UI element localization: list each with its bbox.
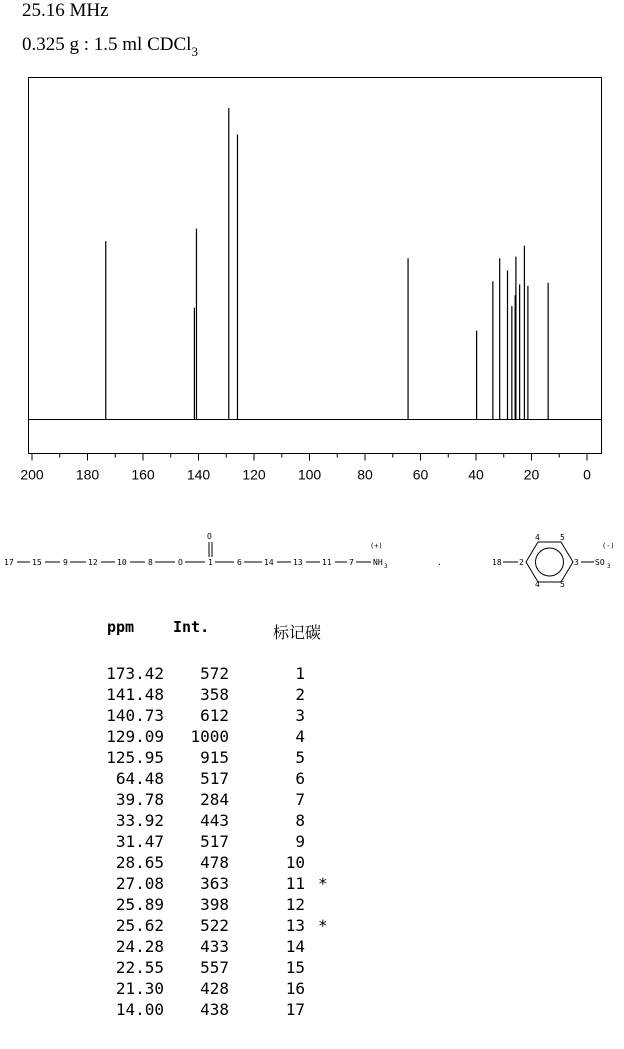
- carbon-label-cell: 14: [285, 937, 305, 956]
- header-intensity: Int.: [173, 618, 210, 636]
- atom-label: 3: [574, 558, 579, 567]
- ppm-cell: 21.30: [115, 979, 164, 998]
- table-row: [0, 937, 400, 958]
- spectrometer-frequency: 25.16 MHz: [22, 0, 109, 21]
- header-carbon-label: 标记碳: [273, 623, 322, 642]
- atom-label: 4: [535, 580, 540, 589]
- table-row: [0, 895, 400, 916]
- table-row: [0, 916, 400, 937]
- molecular-structure: [0, 528, 624, 589]
- intensity-cell: 557: [200, 958, 229, 977]
- x-tick-label: 200: [20, 466, 44, 483]
- chain-structure: [4, 532, 388, 570]
- x-tick-label: 140: [186, 466, 211, 483]
- intensity-cell: 572: [200, 664, 229, 683]
- x-tick-label: 20: [523, 466, 540, 483]
- carbon-label-cell: 12: [285, 895, 305, 914]
- table-row: [0, 790, 400, 811]
- atom-label: 5: [560, 533, 565, 542]
- atom-label: 10: [117, 558, 127, 567]
- table-row: [0, 874, 400, 895]
- x-axis-ticks: [20, 454, 591, 483]
- sample-subscript: 3: [191, 44, 198, 59]
- carbon-label-cell: 1: [295, 664, 305, 683]
- carbon-label-cell: 15: [285, 958, 305, 977]
- negative-charge: (-): [602, 542, 615, 550]
- carbon-label-cell: 13: [285, 916, 305, 935]
- table-row: [0, 685, 400, 706]
- atom-label: 5: [560, 580, 565, 589]
- carbon-label-cell: 16: [285, 979, 305, 998]
- intensity-cell: 433: [200, 937, 229, 956]
- table-row: [0, 832, 400, 853]
- x-tick-label: 60: [412, 466, 429, 483]
- atom-label: 15: [32, 558, 42, 567]
- carbon-label-cell: 2: [295, 685, 305, 704]
- table-row: [0, 958, 400, 979]
- table-row: [0, 811, 400, 832]
- intensity-cell: 443: [200, 811, 229, 830]
- intensity-cell: 1000: [190, 727, 229, 746]
- x-tick-label: 0: [583, 466, 591, 483]
- carbon-label-cell: 6: [295, 769, 305, 788]
- ppm-cell: 22.55: [115, 958, 164, 977]
- intensity-cell: 398: [200, 895, 229, 914]
- ppm-cell: 39.78: [115, 790, 164, 809]
- atom-label: 6: [237, 558, 242, 567]
- x-tick-label: 180: [75, 466, 100, 483]
- carbon-label-cell: 10: [285, 853, 305, 872]
- table-row: [0, 748, 400, 769]
- intensity-cell: 284: [200, 790, 229, 809]
- carbon-label-cell: 5: [295, 748, 305, 767]
- salt-separator: .: [437, 558, 442, 567]
- table-row: [0, 853, 400, 874]
- atom-label: 4: [535, 533, 540, 542]
- intensity-cell: 517: [200, 832, 229, 851]
- intensity-cell: 438: [200, 1000, 229, 1019]
- ppm-cell: 25.89: [115, 895, 164, 914]
- atom-label: 12: [88, 558, 98, 567]
- carbon-label-cell: 9: [295, 832, 305, 851]
- ppm-cell: 27.08: [115, 874, 164, 893]
- carbon-label-cell: 7: [295, 790, 305, 809]
- table-row: [0, 769, 400, 790]
- equivalence-mark: *: [318, 916, 328, 935]
- intensity-cell: 915: [200, 748, 229, 767]
- sample-text: 0.325 g : 1.5 ml CDCl: [22, 34, 192, 55]
- carbon-label-cell: 8: [295, 811, 305, 830]
- carbon-label-cell: 11: [285, 874, 305, 893]
- x-tick-label: 100: [297, 466, 322, 483]
- atom-label: 8: [148, 558, 153, 567]
- intensity-cell: 478: [200, 853, 229, 872]
- intensity-cell: 358: [200, 685, 229, 704]
- table-row: [0, 706, 400, 727]
- atom-label: 17: [4, 558, 14, 567]
- ppm-cell: 33.92: [115, 811, 164, 830]
- ring-structure: [492, 533, 615, 589]
- header-ppm: ppm: [107, 618, 135, 636]
- atom-label: 14: [264, 558, 274, 567]
- carbon-label-cell: 4: [295, 727, 305, 746]
- equivalence-mark: *: [318, 874, 328, 893]
- peak-series: [106, 108, 548, 419]
- ppm-cell: 25.62: [115, 916, 164, 935]
- carbonyl-oxygen: O: [207, 532, 212, 541]
- ppm-cell: 24.28: [115, 937, 164, 956]
- intensity-cell: 612: [200, 706, 229, 725]
- ppm-cell: 173.42: [106, 664, 164, 683]
- table-row: [0, 979, 400, 1000]
- atom-label: 2: [519, 558, 524, 567]
- table-row: [0, 664, 400, 685]
- atom-label: 1: [208, 558, 213, 567]
- carbon-label-cell: 17: [285, 1000, 305, 1019]
- table-row: [0, 727, 400, 748]
- atom-label: 11: [322, 558, 332, 567]
- sulfonate-label: SO: [595, 558, 605, 567]
- x-tick-label: 160: [131, 466, 155, 483]
- ppm-cell: 141.48: [106, 685, 164, 704]
- table-row: [0, 1000, 400, 1021]
- intensity-cell: 363: [200, 874, 229, 893]
- intensity-cell: 522: [200, 916, 229, 935]
- x-tick-label: 80: [357, 466, 373, 483]
- ppm-cell: 129.09: [106, 727, 164, 746]
- intensity-cell: 428: [200, 979, 229, 998]
- atom-label: 9: [63, 558, 68, 567]
- positive-charge: (+): [370, 542, 383, 550]
- atom-label: 13: [293, 558, 303, 567]
- carbon-label-cell: 3: [295, 706, 305, 725]
- nmr-spectrum-chart: [0, 0, 624, 500]
- atom-label: 7: [349, 558, 354, 567]
- ppm-cell: 28.65: [115, 853, 164, 872]
- ppm-cell: 64.48: [115, 769, 164, 788]
- ppm-cell: 140.73: [106, 706, 164, 725]
- sulfonate-subscript: 3: [607, 563, 611, 570]
- ammonium-label: NH: [373, 558, 383, 567]
- atom-label: 18: [492, 558, 502, 567]
- x-tick-label: 40: [468, 466, 484, 483]
- ppm-cell: 31.47: [115, 832, 164, 851]
- atom-label: O: [178, 558, 183, 567]
- ppm-cell: 125.95: [106, 748, 164, 767]
- intensity-cell: 517: [200, 769, 229, 788]
- ammonium-subscript: 3: [384, 563, 388, 570]
- x-tick-label: 120: [242, 466, 266, 483]
- ppm-cell: 14.00: [115, 1000, 164, 1019]
